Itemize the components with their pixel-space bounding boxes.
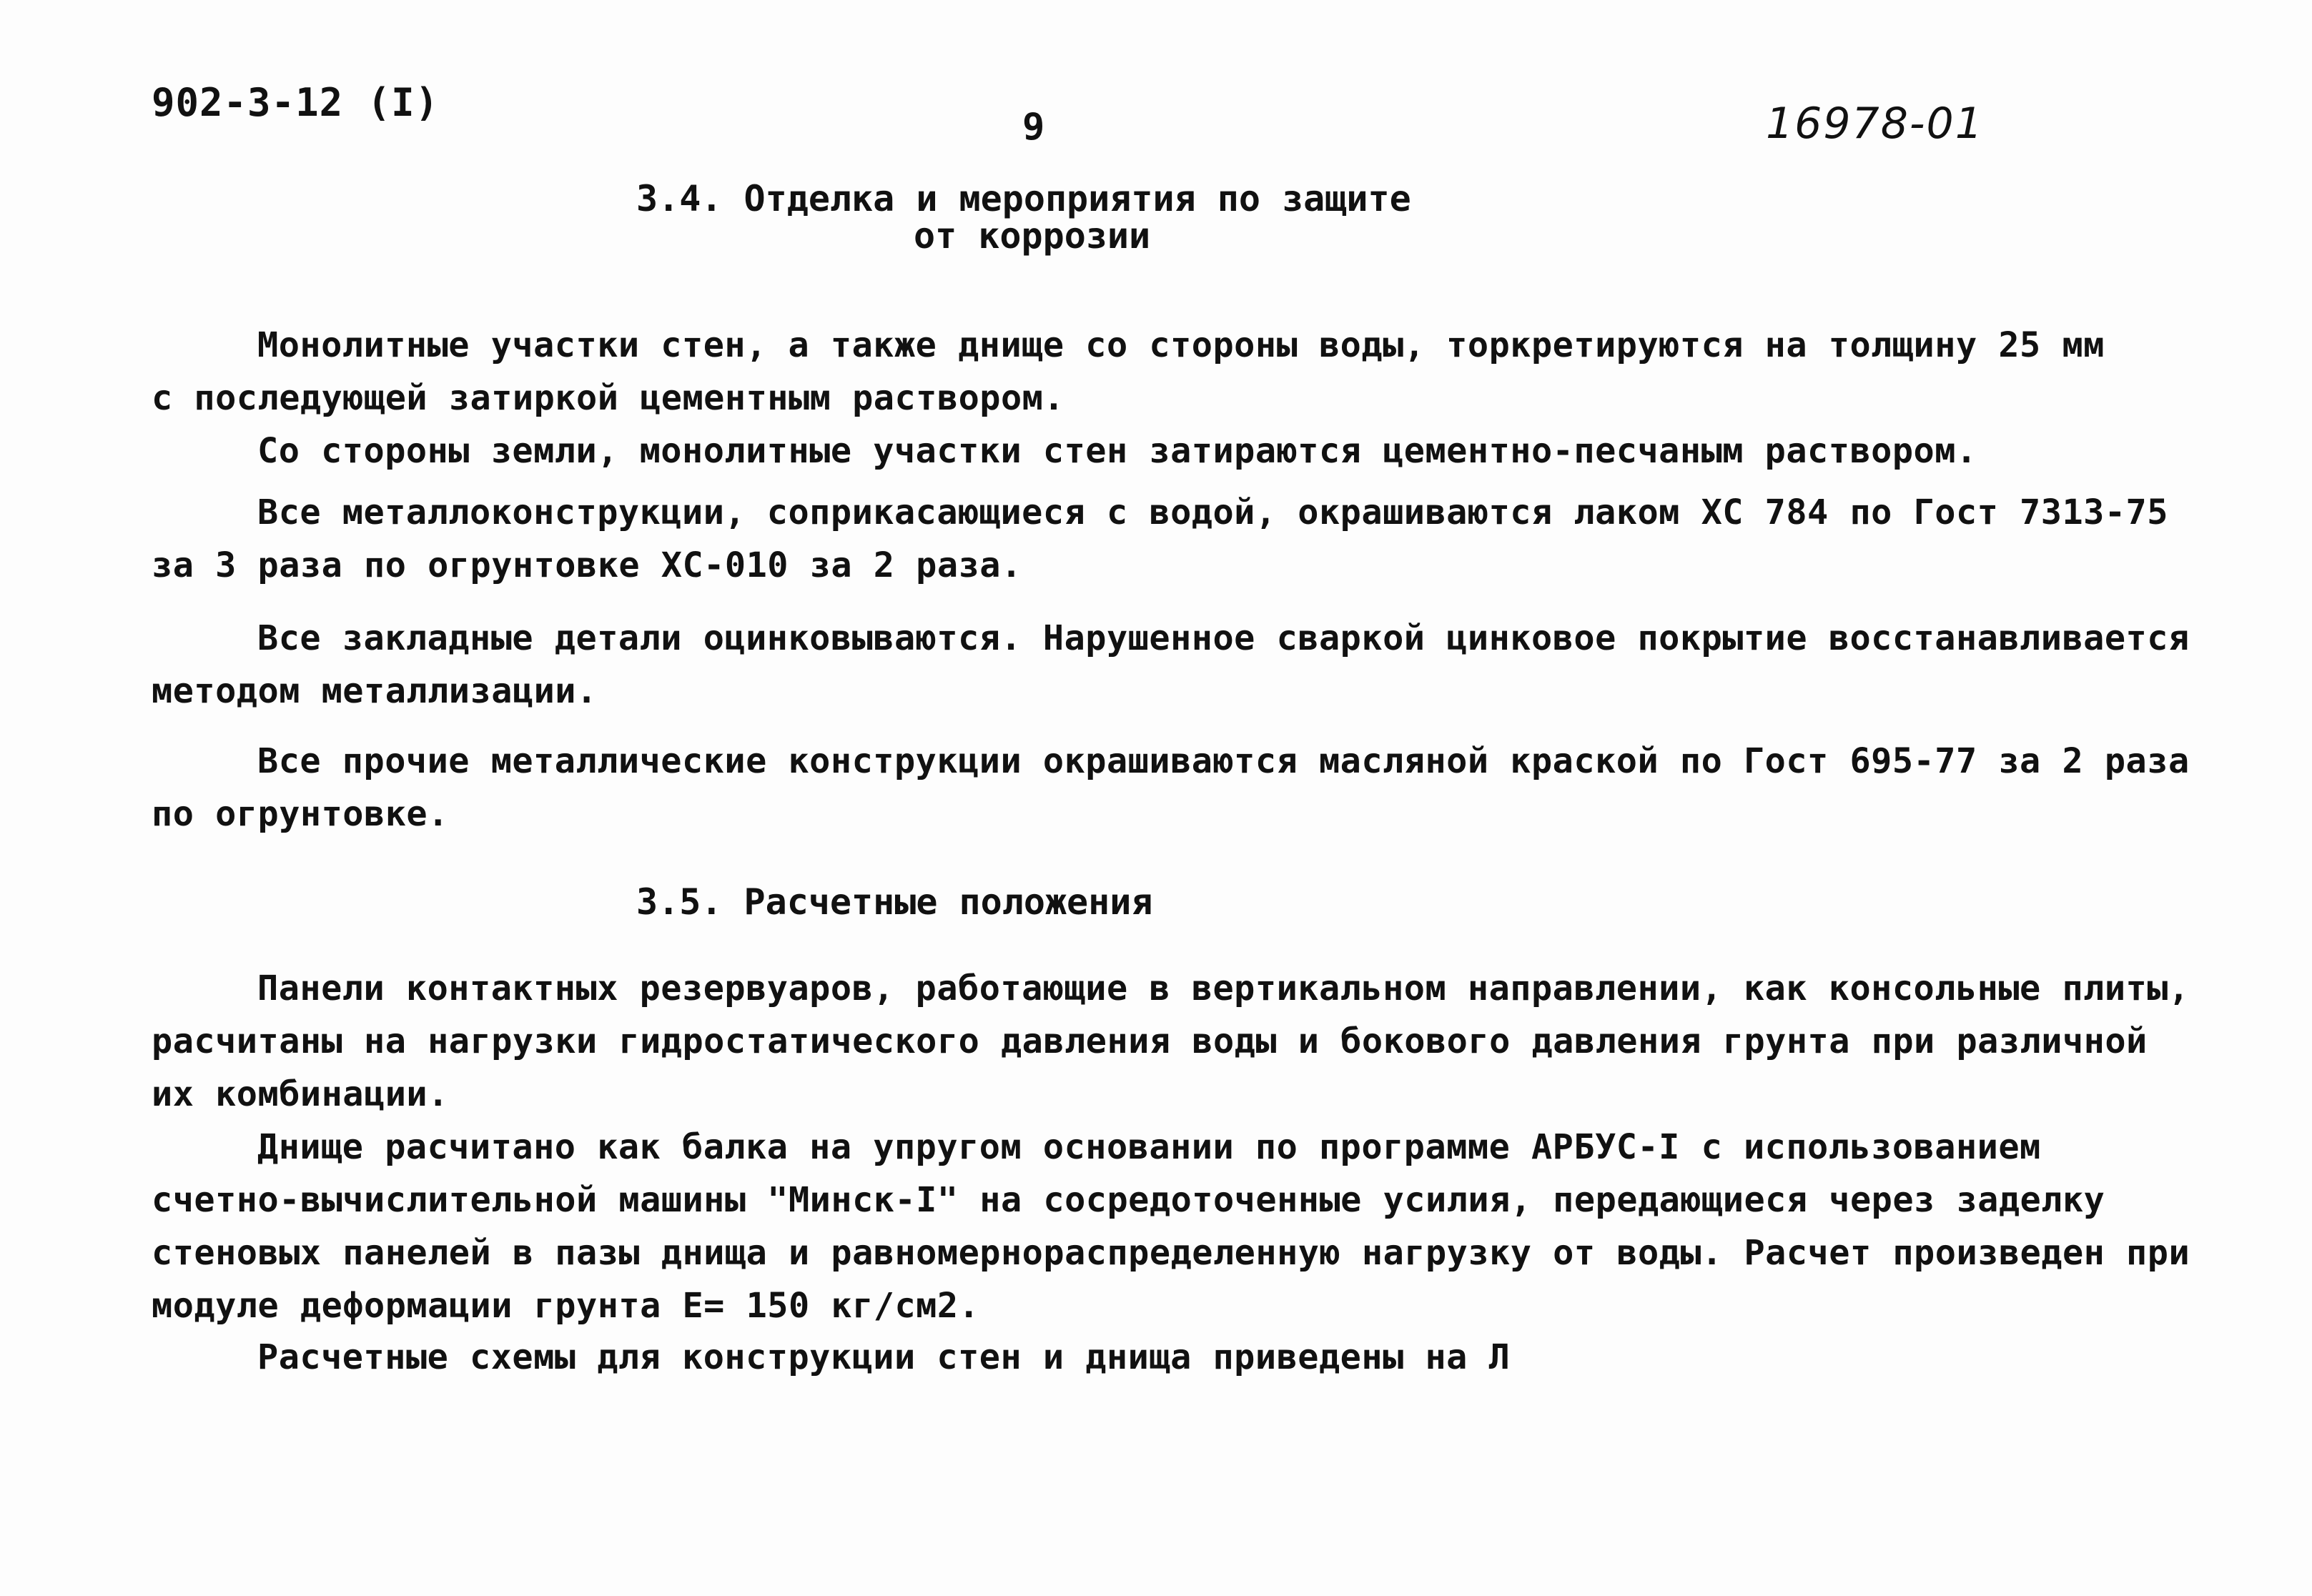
section-3-4-heading-line2: от коррозии [914,215,1151,257]
paragraph-line: стеновых панелей в пазы днища и равномернораспределенную нагрузку от воды. Расчет произведен при [152,1233,2190,1273]
paragraph-line: их комбинации. [152,1074,449,1114]
paragraph-line: Со стороны земли, монолитные участки стен затираются цементно-песчаным раствором. [257,431,1977,471]
paragraph-bottom-slab [152,1121,2196,1332]
paragraph-line: счетно-вычислительной машины "Минск-I" на сосредоточенные усилия, передающиеся через заделку [152,1180,2105,1220]
document-code: 902-3-12 (I) [152,80,440,125]
paragraph-panels [152,962,2196,1121]
paragraph-line: по огрунтовке. [152,794,449,834]
paragraph-line: Монолитные участки стен, а также днище со стороны воды, торкретируются на толщину 25 мм [257,325,2105,365]
paragraph-line: за 3 раза по огрунтовке ХС-010 за 2 раза. [152,545,1022,585]
paragraph-earth-side [152,425,2196,477]
paragraph-line: методом металлизации. [152,671,598,711]
paragraph-line: с последующей затиркой цементным раствором. [152,378,1065,418]
paragraph-monolithic [152,319,2196,425]
section-3-5-heading: 3.5. Расчетные положения [636,881,1153,923]
paragraph-other-metal [152,735,2196,841]
paragraph-line: Все металлоконструкции, соприкасающиеся с водой, окрашиваются лаком ХС 784 по Гост 7313-75 [257,492,2168,532]
paragraph-line: Панели контактных резервуаров, работающие в вертикальном направлении, как консольные плиты, [257,968,2190,1008]
paragraph-line: Все закладные детали оцинковываются. Нарушенное сваркой цинковое покрытие восстанавливается [257,618,2190,658]
paragraph-line: модуле деформации грунта Е= 150 кг/см2. [152,1286,980,1326]
paragraph-line: Днище расчитано как балка на упругом основании по программе АРБУС-I с использованием [257,1127,2041,1167]
paragraph-embedded-parts [152,612,2196,718]
archive-number: 16978-01 [1766,99,1984,149]
paragraph-line: Все прочие металлические конструкции окрашиваются масляной краской по Гост 695-77 за 2 раза [257,741,2190,781]
paragraph-metal-structures [152,486,2196,592]
paragraph-line: расчитаны на нагрузки гидростатического давления воды и бокового давления грунта при различной [152,1021,2148,1061]
paragraph-design-schemes [152,1331,2196,1384]
page-number: 9 [1022,106,1045,149]
paragraph-line: Расчетные схемы для конструкции стен и днища приведены на Л [257,1337,1511,1377]
section-3-4-heading-line1: 3.4. Отделка и мероприятия по защите [636,178,1411,219]
